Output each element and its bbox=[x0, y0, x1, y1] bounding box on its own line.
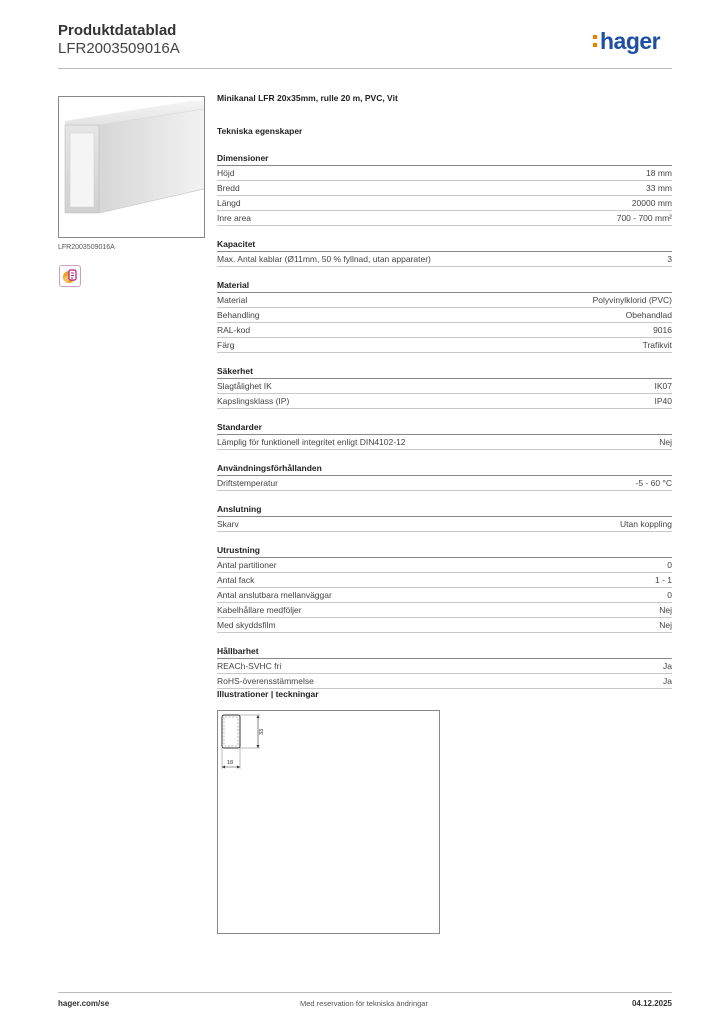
section-anslutning bbox=[217, 503, 672, 532]
section-hallbarhet bbox=[217, 645, 672, 689]
spec-label: Behandling bbox=[217, 310, 260, 320]
spec-label: Antal anslutbara mellanväggar bbox=[217, 590, 332, 600]
spec-row bbox=[217, 181, 672, 196]
spec-label: Material bbox=[217, 295, 248, 305]
spec-label: RAL-kod bbox=[217, 325, 251, 335]
spec-content bbox=[217, 93, 672, 689]
spec-row bbox=[217, 252, 672, 267]
spec-value: Utan koppling bbox=[620, 519, 672, 529]
spec-value: Ja bbox=[663, 676, 672, 686]
product-code: LFR2003509016A bbox=[58, 40, 180, 57]
spec-value: 33 mm bbox=[646, 183, 672, 193]
spec-value: 20000 mm bbox=[631, 198, 672, 208]
spec-row bbox=[217, 211, 672, 226]
spec-row bbox=[217, 573, 672, 588]
spec-value: 0 bbox=[667, 560, 672, 570]
spec-label: Driftstemperatur bbox=[217, 478, 278, 488]
width-dimension-label: 18 bbox=[227, 760, 234, 766]
spec-row bbox=[217, 308, 672, 323]
spec-label: REACh-SVHC fri bbox=[217, 661, 282, 671]
spec-row bbox=[217, 323, 672, 338]
spec-row bbox=[217, 659, 672, 674]
section-standarder bbox=[217, 421, 672, 450]
spec-value: Ja bbox=[663, 661, 672, 671]
spec-label: Antal partitioner bbox=[217, 560, 277, 570]
spec-label: Bredd bbox=[217, 183, 240, 193]
spec-label: Inre area bbox=[217, 213, 252, 223]
spec-row bbox=[217, 394, 672, 409]
section-heading: Anslutning bbox=[217, 503, 672, 517]
footer-website-link[interactable]: hager.com/se bbox=[58, 999, 110, 1008]
footer-divider bbox=[58, 992, 672, 993]
footer-disclaimer: Med reservation för tekniska ändringar bbox=[300, 999, 428, 1008]
cross-section-drawing bbox=[218, 711, 439, 933]
page-title: Produktdatablad bbox=[58, 22, 177, 39]
spec-label: Antal fack bbox=[217, 575, 255, 585]
logo-text: hager bbox=[600, 28, 661, 54]
spec-value: 0 bbox=[667, 590, 672, 600]
spec-value: Trafikvit bbox=[642, 340, 672, 350]
section-sakerhet bbox=[217, 365, 672, 409]
spec-heading: Tekniska egenskaper bbox=[217, 126, 303, 136]
spec-value: Polyvinylklorid (PVC) bbox=[592, 295, 672, 305]
section-anvandningsforhallanden bbox=[217, 462, 672, 491]
spec-row bbox=[217, 517, 672, 532]
photo-caption: LFR2003509016A bbox=[58, 244, 115, 251]
spec-value: Nej bbox=[659, 437, 672, 447]
spec-label: Höjd bbox=[217, 168, 235, 178]
spec-row bbox=[217, 558, 672, 573]
section-heading: Utrustning bbox=[217, 544, 672, 558]
spec-label: RoHS-överensstämmelse bbox=[217, 676, 314, 686]
spec-label: Slagtålighet IK bbox=[217, 381, 272, 391]
spec-row bbox=[217, 476, 672, 491]
spec-row bbox=[217, 603, 672, 618]
spec-value: IK07 bbox=[654, 381, 672, 391]
section-heading: Material bbox=[217, 279, 672, 293]
spec-label: Kabelhållare medföljer bbox=[217, 605, 302, 615]
spec-label: Lämplig för funktionell integritet enligt DIN4102-12 bbox=[217, 437, 406, 447]
spec-label: Kapslingsklass (IP) bbox=[217, 396, 290, 406]
spec-value: 9016 bbox=[653, 325, 672, 335]
spec-value: Nej bbox=[659, 620, 672, 630]
spec-value: 18 mm bbox=[646, 168, 672, 178]
spec-label: Max. Antal kablar (Ø11mm, 50 % fyllnad, utan apparater) bbox=[217, 254, 431, 264]
footer-date: 04.12.2025 bbox=[631, 999, 672, 1008]
spec-label: Med skyddsfilm bbox=[217, 620, 276, 630]
section-utrustning bbox=[217, 544, 672, 633]
spec-row bbox=[217, 166, 672, 181]
section-heading: Dimensioner bbox=[217, 152, 672, 166]
spec-label: Skarv bbox=[217, 519, 239, 529]
header-divider bbox=[58, 68, 672, 69]
cable-trunking-picture bbox=[59, 97, 204, 237]
spec-row bbox=[217, 618, 672, 633]
spec-row bbox=[217, 674, 672, 689]
section-dimensioner bbox=[217, 152, 672, 226]
section-heading: Användningsförhållanden bbox=[217, 462, 672, 476]
section-heading: Säkerhet bbox=[217, 365, 672, 379]
dimension-drawing bbox=[217, 710, 440, 934]
spec-value: IP40 bbox=[654, 396, 672, 406]
spec-row bbox=[217, 435, 672, 450]
spec-label: Färg bbox=[217, 340, 235, 350]
logo-dots-icon bbox=[593, 29, 598, 47]
section-kapacitet bbox=[217, 238, 672, 267]
spec-value: -5 - 60 °C bbox=[635, 478, 672, 488]
spec-row bbox=[217, 588, 672, 603]
section-heading: Standarder bbox=[217, 421, 672, 435]
section-heading: Kapacitet bbox=[217, 238, 672, 252]
eco-label-icon bbox=[59, 265, 81, 287]
section-heading: Hållbarhet bbox=[217, 645, 672, 659]
height-dimension-label: 33 bbox=[259, 728, 265, 735]
spec-row bbox=[217, 196, 672, 211]
spec-label: Längd bbox=[217, 198, 241, 208]
product-name: Minikanal LFR 20x35mm, rulle 20 m, PVC, Vit bbox=[217, 93, 398, 103]
spec-value: Obehandlad bbox=[625, 310, 672, 320]
spec-value: 1 - 1 bbox=[654, 575, 672, 585]
spec-row bbox=[217, 338, 672, 353]
spec-row bbox=[217, 293, 672, 308]
spec-value: 3 bbox=[667, 254, 672, 264]
spec-value: 700 - 700 mm² bbox=[616, 213, 672, 223]
hager-logo[interactable] bbox=[593, 29, 660, 53]
product-image bbox=[58, 96, 205, 238]
spec-value: Nej bbox=[659, 605, 672, 615]
spec-row bbox=[217, 379, 672, 394]
section-material bbox=[217, 279, 672, 353]
illustrations-heading: Illustrationer | teckningar bbox=[217, 689, 319, 699]
